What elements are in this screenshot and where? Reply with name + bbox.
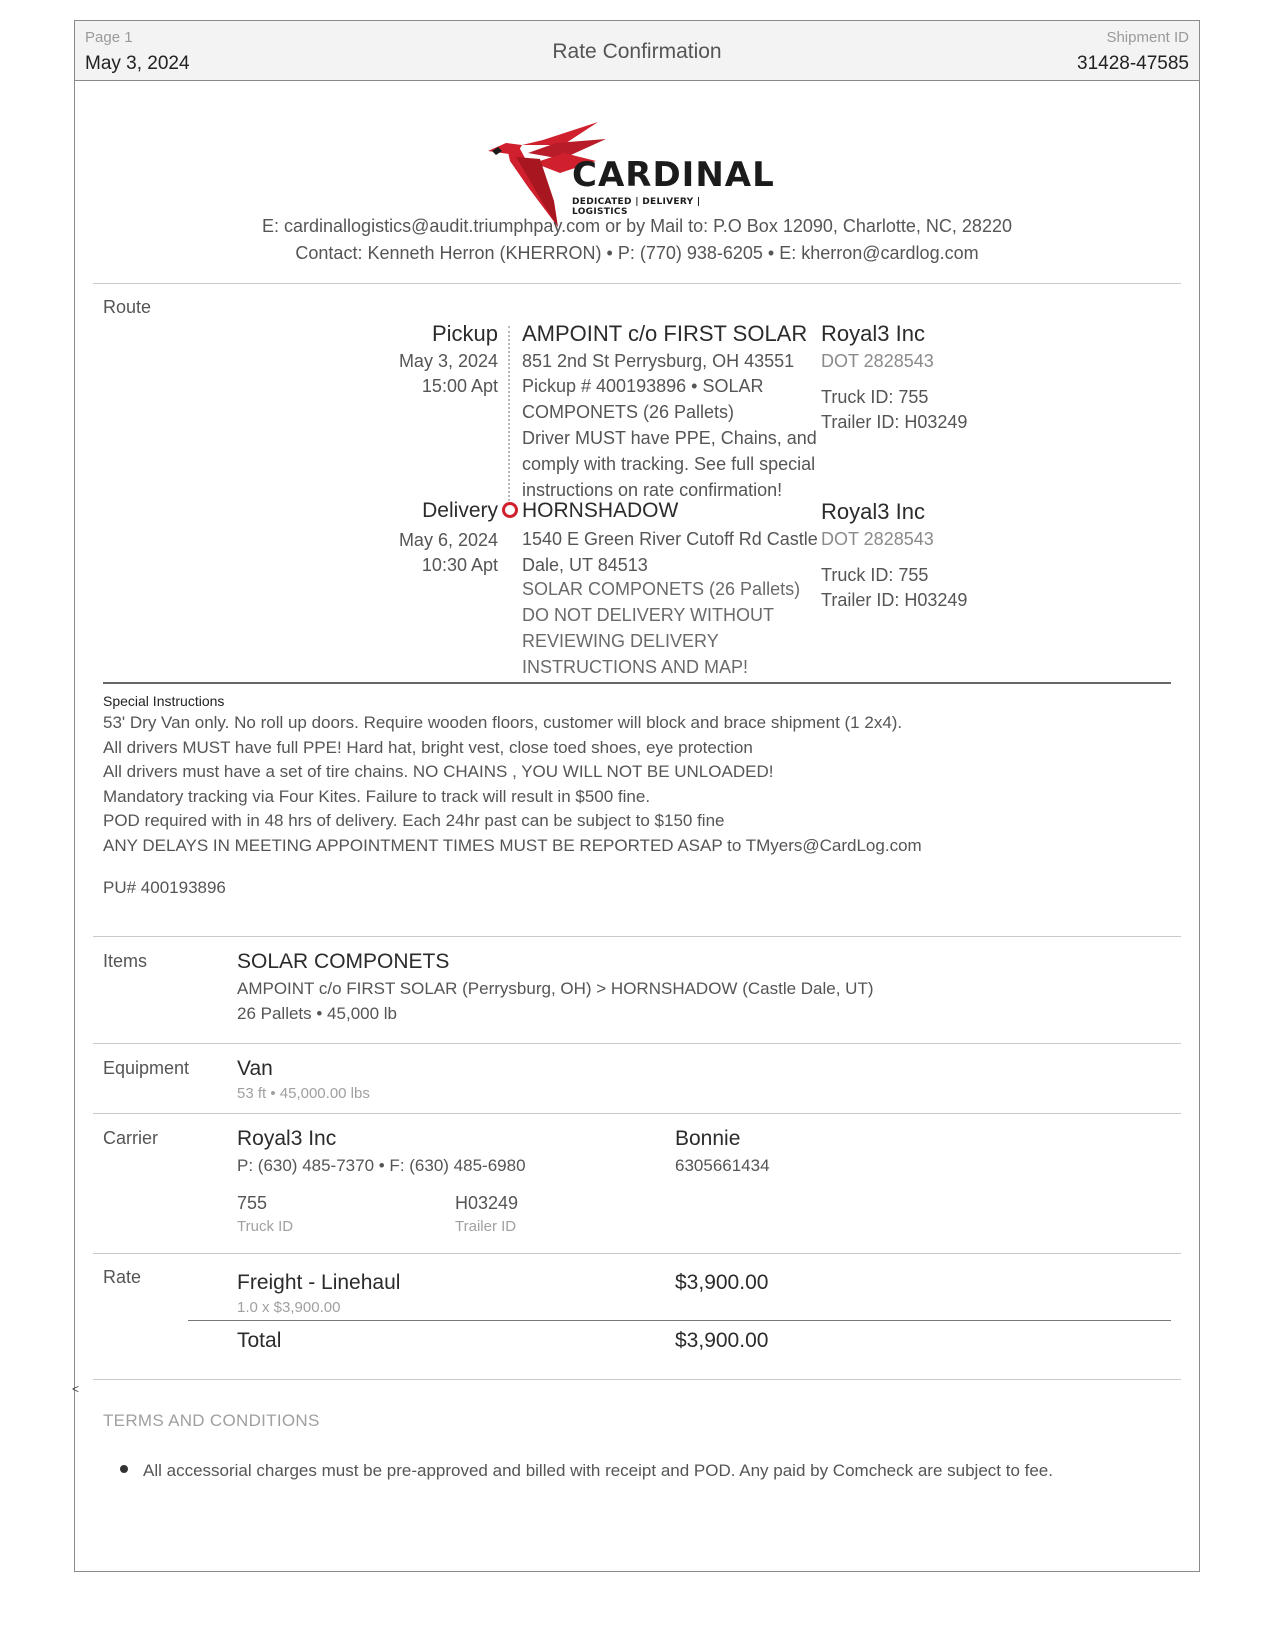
terms-item: All accessorial charges must be pre-approved and billed with receipt and POD. Any paid by Comcheck are subject to fee. xyxy=(143,1461,1053,1480)
divider xyxy=(93,1043,1181,1044)
brand-tagline: DEDICATED | DELIVERY | LOGISTICS xyxy=(572,197,701,217)
stop-carrier-dot: DOT 2828543 xyxy=(821,529,934,549)
address-line: 1540 E Green River Cutoff Rd Castle xyxy=(522,529,818,549)
carrier-trailer-id: H03249 xyxy=(455,1193,519,1213)
stop-date: May 6, 2024 xyxy=(398,530,498,550)
document-frame xyxy=(74,20,1200,1572)
note-line: comply with tracking. See full special xyxy=(522,454,816,474)
page-header xyxy=(75,21,1199,81)
stop-truck-id: Truck ID: 755 xyxy=(821,387,929,407)
address-line: Dale, UT 84513 xyxy=(522,555,648,575)
brand-name: CARDINAL xyxy=(572,155,775,195)
rate-line-name: Freight - Linehaul xyxy=(237,1271,401,1294)
equipment-type: Van xyxy=(237,1057,273,1080)
pu-number: PU# 400193896 xyxy=(103,878,226,897)
route-label: Route xyxy=(103,297,152,317)
note-line: Pickup # 400193896 • SOLAR xyxy=(522,376,764,396)
instruction-line: All drivers MUST have full PPE! Hard hat, bright vest, close toed shoes, eye protection xyxy=(103,737,753,757)
note-line: Driver MUST have PPE, Chains, and xyxy=(522,428,817,448)
special-instructions xyxy=(103,711,922,858)
divider xyxy=(93,283,1181,284)
divider xyxy=(93,1253,1181,1254)
stop-facility-name: AMPOINT c/o FIRST SOLAR xyxy=(522,321,808,346)
route-connector xyxy=(508,326,510,501)
divider xyxy=(93,936,1181,937)
rate-label: Rate xyxy=(103,1267,142,1287)
item-route: AMPOINT c/o FIRST SOLAR (Perrysburg, OH) > HORNSHADOW (Castle Dale, UT) xyxy=(237,979,874,998)
stop-type: Delivery xyxy=(422,499,498,522)
instruction-line: Mandatory tracking via Four Kites. Failure to track will result in $500 fine. xyxy=(103,786,651,806)
driver-name: Bonnie xyxy=(675,1127,741,1150)
note-line: instructions on rate confirmation! xyxy=(522,480,783,500)
equipment-details: 53 ft • 45,000.00 lbs xyxy=(237,1085,370,1102)
carrier-name: Royal3 Inc xyxy=(237,1127,337,1150)
item-details: 26 Pallets • 45,000 lb xyxy=(237,1004,398,1023)
rate-divider xyxy=(188,1320,1171,1321)
stop-carrier-dot: DOT 2828543 xyxy=(821,351,934,371)
items-label: Items xyxy=(103,951,148,971)
divider xyxy=(93,1379,1181,1380)
stop-date: May 3, 2024 xyxy=(398,351,498,371)
carrier-phones: P: (630) 485-7370 • F: (630) 485-6980 xyxy=(237,1156,526,1175)
dispatcher-contact-line: Contact: Kenneth Herron (KHERRON) • P: (770) 938-6205 • E: kherron@cardlog.com xyxy=(295,243,979,263)
route-divider xyxy=(103,682,1171,684)
truck-id-label: Truck ID xyxy=(237,1218,294,1235)
instruction-line: POD required with in 48 hrs of delivery. Each 24hr past can be subject to $150 fine xyxy=(103,811,725,830)
equipment-label: Equipment xyxy=(103,1058,190,1078)
billing-contact-line: E: cardinallogistics@audit.triumphpay.com or by Mail to: P.O Box 12090, Charlotte, NC, 28220 xyxy=(262,216,1012,236)
stop-trailer-id: Trailer ID: H03249 xyxy=(821,590,968,610)
rate-total-label: Total xyxy=(237,1329,282,1352)
rate-line-amount: $3,900.00 xyxy=(675,1271,769,1294)
instruction-line: All drivers must have a set of tire chains. NO CHAINS , YOU WILL NOT BE UNLOADED! xyxy=(103,762,774,781)
note-line: SOLAR COMPONETS (26 Pallets) xyxy=(522,579,801,599)
stop-truck-id: Truck ID: 755 xyxy=(821,565,929,585)
stop-carrier-name: Royal3 Inc xyxy=(821,321,925,346)
stop-notes xyxy=(522,576,800,680)
driver-phone: 6305661434 xyxy=(675,1156,770,1175)
stop-address: 851 2nd St Perrysburg, OH 43551 xyxy=(522,351,795,371)
bullet-icon xyxy=(120,1465,128,1473)
cardinal-logo xyxy=(488,117,775,229)
instruction-line: ANY DELAYS IN MEETING APPOINTMENT TIMES MUST BE REPORTED ASAP to TMyers@CardLog.com xyxy=(103,835,922,855)
instruction-line: 53' Dry Van only. No roll up doors. Require wooden floors, customer will block and brace shipment (1 2x4). xyxy=(103,713,903,732)
note-line: REVIEWING DELIVERY xyxy=(522,631,719,651)
stop-time: 10:30 Apt xyxy=(421,555,498,575)
page-title: Rate Confirmation xyxy=(552,40,722,63)
shipment-id: 31428-47585 xyxy=(1077,53,1189,74)
stop-address xyxy=(522,526,818,578)
stop-time: 15:00 Apt xyxy=(421,376,498,396)
divider xyxy=(93,1113,1181,1114)
rate-line-detail: 1.0 x $3,900.00 xyxy=(237,1299,341,1316)
stop-facility-name: HORNSHADOW xyxy=(522,499,679,522)
stop-carrier-name: Royal3 Inc xyxy=(821,499,925,524)
stop-trailer-id: Trailer ID: H03249 xyxy=(821,412,968,432)
note-line: DO NOT DELIVERY WITHOUT xyxy=(522,605,775,625)
note-line: COMPONETS (26 Pallets) xyxy=(522,402,735,422)
stop-notes xyxy=(522,373,817,503)
page-label: Page 1 xyxy=(85,29,133,46)
stray-mark: < xyxy=(72,1382,80,1396)
rate-total-amount: $3,900.00 xyxy=(675,1329,769,1352)
special-instructions-label: Special Instructions xyxy=(103,693,225,709)
stop-type: Pickup xyxy=(431,321,498,346)
delivery-marker-icon xyxy=(502,502,518,518)
trailer-id-label: Trailer ID xyxy=(455,1218,517,1235)
carrier-truck-id: 755 xyxy=(237,1193,268,1213)
item-name: SOLAR COMPONETS xyxy=(237,950,450,973)
carrier-label: Carrier xyxy=(103,1128,159,1148)
note-line: INSTRUCTIONS AND MAP! xyxy=(522,657,749,677)
terms-label: TERMS AND CONDITIONS xyxy=(103,1411,320,1430)
shipment-id-label: Shipment ID xyxy=(1106,29,1189,46)
header-date: May 3, 2024 xyxy=(85,53,190,74)
